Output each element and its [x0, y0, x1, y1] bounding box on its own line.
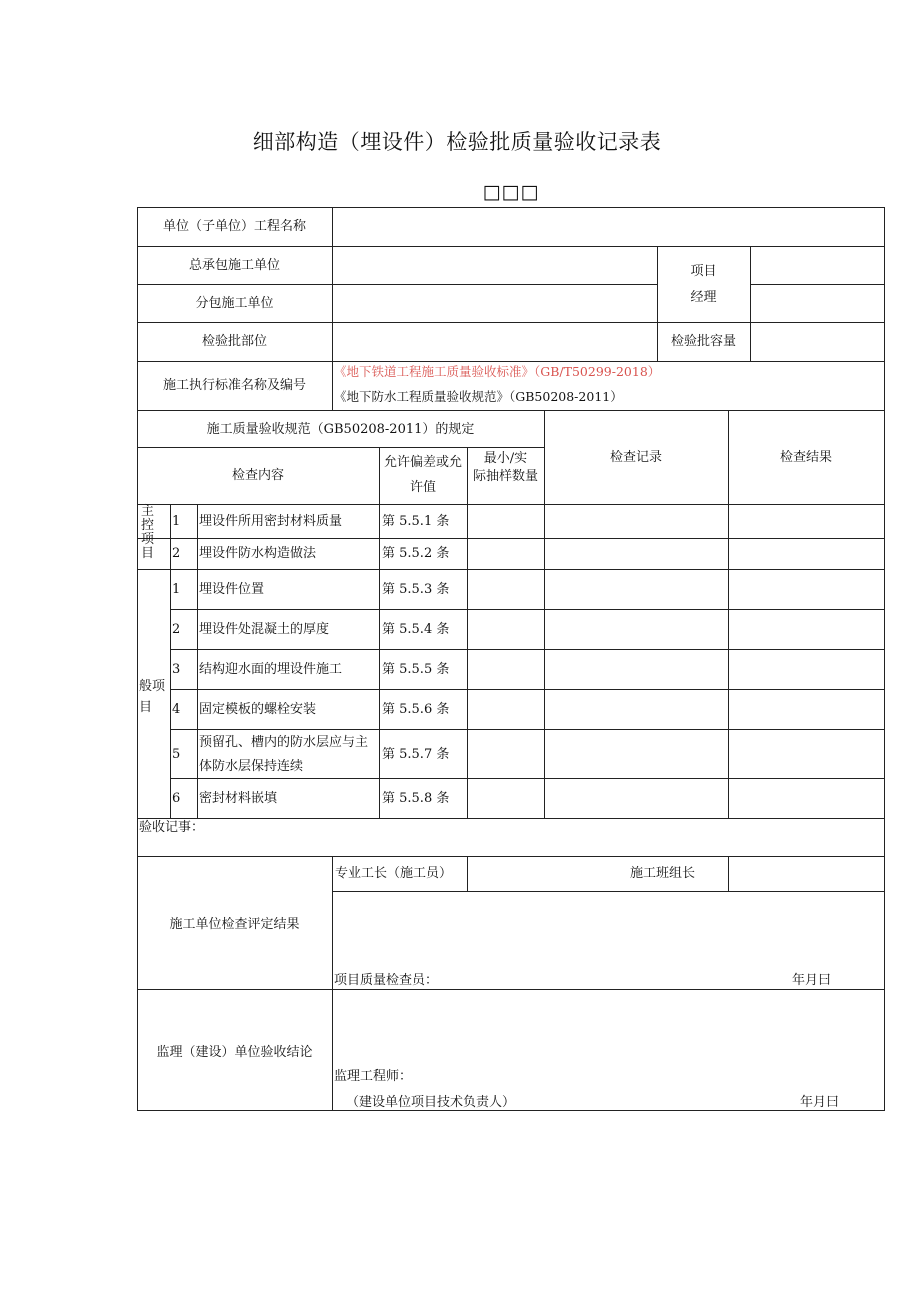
batch-capacity-label: 检验批容量: [670, 334, 736, 349]
general-row-6-clause: 第 5.5.8 条: [382, 791, 450, 806]
main-row-2-clause: 第 5.5.2 条: [382, 546, 450, 561]
main-row-2-content: 埋设件防水构造做法: [199, 546, 317, 561]
construction-result-label: 施工单位检查评定结果: [169, 917, 300, 932]
general-row-5-clause: 第 5.5.7 条: [382, 747, 450, 762]
standard-2: 《地下防水工程质量验收规范》（GB50208-2011）: [334, 389, 623, 404]
construction-date-label: 年月曰: [792, 973, 832, 988]
quality-inspector-label: 项目质量检查员：: [334, 973, 439, 988]
foreman-label: 专业工长（施工员）: [335, 866, 453, 881]
general-row-4-content: 固定模板的螺栓安装: [199, 702, 317, 717]
subcontractor-label: 分包施工单位: [195, 296, 274, 311]
main-row-1-content: 埋设件所用密封材料质量: [199, 514, 343, 529]
result-label: 检查结果: [779, 450, 832, 465]
main-row-1-clause: 第 5.5.1 条: [382, 514, 450, 529]
document-title: 细部构造（埋设件）检验批质量验收记录表: [252, 130, 662, 154]
notes-label: 验收记事：: [139, 820, 205, 835]
main-row-2-no: 2: [172, 546, 181, 561]
general-row-2-no: 2: [172, 622, 181, 637]
general-row-5-no: 5: [172, 747, 181, 762]
general-contractor-label: 总承包施工单位: [188, 258, 280, 273]
tolerance-label-1: 允许偏差或允: [383, 455, 462, 470]
main-items-group-label: 主 控 项 目: [141, 504, 155, 561]
sample-label-2: 际抽样数量: [472, 469, 538, 484]
inspection-part-label: 检验批部位: [201, 334, 267, 349]
standard-1: 《地下铁道工程施工质量验收标准》（GB/T50299-2018）: [334, 364, 661, 379]
general-items-group-line-2: 目: [139, 700, 153, 715]
general-row-3-content: 结构迎水面的埋设件施工: [199, 662, 343, 677]
general-items-group-line-1: 般项: [139, 679, 166, 694]
general-row-1-content: 埋设件位置: [199, 582, 265, 597]
project-manager-label-1: 项目: [690, 264, 717, 279]
standards-label: 施工执行标准名称及编号: [162, 378, 306, 393]
general-row-4-no: 4: [172, 702, 181, 717]
general-row-3-clause: 第 5.5.5 条: [382, 662, 450, 677]
general-row-1-no: 1: [172, 582, 181, 597]
owner-technical-lead-label: （建设单位项目技术负责人）: [346, 1095, 516, 1110]
general-row-6-content: 密封材料嵌填: [199, 791, 278, 806]
unit-project-label: 单位（子单位）工程名称: [162, 219, 306, 234]
general-row-3-no: 3: [172, 662, 181, 677]
spec-label: 施工质量验收规范（GB50208-2011）的规定: [206, 422, 475, 437]
general-row-2-content: 埋设件处混凝土的厚度: [199, 622, 330, 637]
sample-label-1: 最小/实: [483, 451, 528, 466]
form-code: □□□: [482, 181, 540, 203]
general-row-4-clause: 第 5.5.6 条: [382, 702, 450, 717]
supervision-date-label: 年月曰: [800, 1095, 840, 1110]
supervising-engineer-label: 监理工程师：: [334, 1069, 413, 1084]
general-row-6-no: 6: [172, 791, 181, 806]
main-row-1-no: 1: [172, 514, 181, 529]
general-row-1-clause: 第 5.5.3 条: [382, 582, 450, 597]
supervision-conclusion-label: 监理（建设）单位验收结论: [156, 1045, 313, 1060]
record-label: 检查记录: [609, 450, 662, 465]
project-manager-label-2: 经理: [690, 290, 717, 305]
general-row-5-content: 预留孔、槽内的防水层应与主体防水层保持连续: [199, 735, 369, 774]
team-leader-label: 施工班组长: [630, 866, 696, 881]
tolerance-label-2: 许值: [409, 480, 436, 495]
general-row-2-clause: 第 5.5.4 条: [382, 622, 450, 637]
content-label: 检查内容: [231, 468, 284, 483]
